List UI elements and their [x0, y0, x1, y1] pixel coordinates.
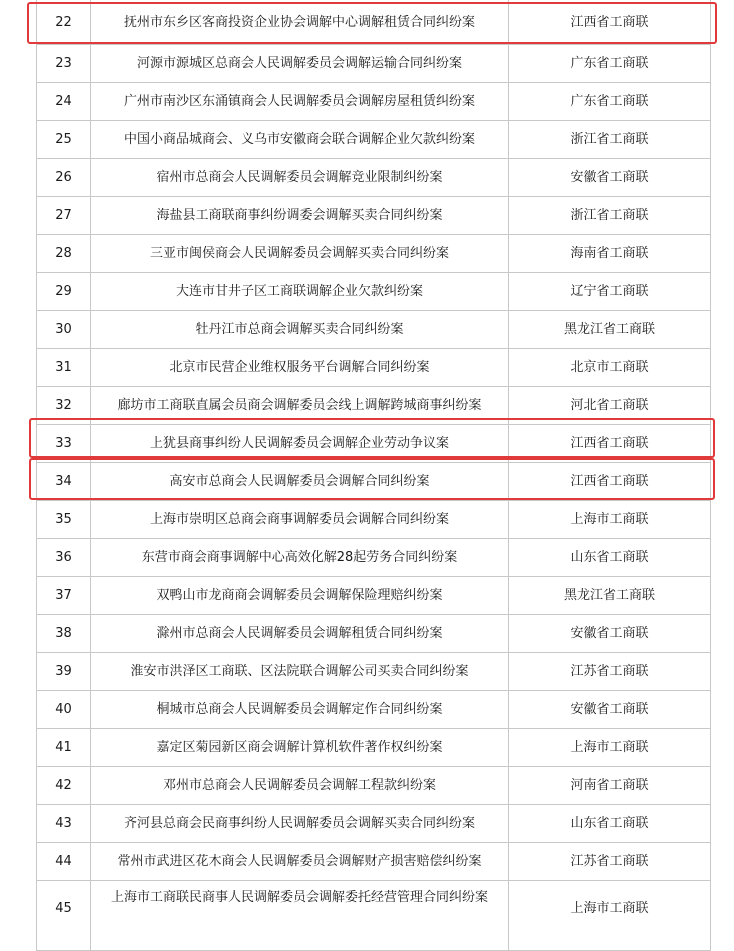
- row-number: 35: [37, 501, 91, 539]
- case-title: 牡丹江市总商会调解买卖合同纠纷案: [91, 311, 509, 349]
- case-title: 中国小商品城商会、义乌市安徽商会联合调解企业欠款纠纷案: [91, 121, 509, 159]
- table-row: [37, 197, 711, 235]
- case-title: 河源市源城区总商会人民调解委员会调解运输合同纠纷案: [91, 45, 509, 83]
- case-title: 邓州市总商会人民调解委员会调解工程款纠纷案: [91, 767, 509, 805]
- case-title: 双鸭山市龙商商会调解委员会调解保险理赔纠纷案: [91, 577, 509, 615]
- table-row: [37, 539, 711, 577]
- table-row: [37, 881, 711, 951]
- recommending-org: 安徽省工商联: [509, 159, 711, 197]
- recommending-org: 辽宁省工商联: [509, 273, 711, 311]
- recommending-org: 上海市工商联: [509, 881, 711, 951]
- recommending-org: 上海市工商联: [509, 501, 711, 539]
- row-number: 45: [37, 881, 91, 951]
- case-title: 上海市崇明区总商会商事调解委员会调解合同纠纷案: [91, 501, 509, 539]
- case-list-table: [36, 0, 711, 951]
- case-title: 海盐县工商联商事纠纷调委会调解买卖合同纠纷案: [91, 197, 509, 235]
- table-row: [37, 387, 711, 425]
- case-title: 齐河县总商会民商事纠纷人民调解委员会调解买卖合同纠纷案: [91, 805, 509, 843]
- row-number: 26: [37, 159, 91, 197]
- recommending-org: 江苏省工商联: [509, 843, 711, 881]
- case-title: 大连市甘井子区工商联调解企业欠款纠纷案: [91, 273, 509, 311]
- table-row: [37, 311, 711, 349]
- case-title: 滁州市总商会人民调解委员会调解租赁合同纠纷案: [91, 615, 509, 653]
- recommending-org: 上海市工商联: [509, 729, 711, 767]
- table-row: [37, 159, 711, 197]
- table-row: [37, 501, 711, 539]
- row-number: 39: [37, 653, 91, 691]
- case-title: 常州市武进区花木商会人民调解委员会调解财产损害赔偿纠纷案: [91, 843, 509, 881]
- recommending-org: 广东省工商联: [509, 83, 711, 121]
- row-number: 40: [37, 691, 91, 729]
- case-title: 广州市南沙区东涌镇商会人民调解委员会调解房屋租赁纠纷案: [91, 83, 509, 121]
- table-row: [37, 615, 711, 653]
- row-number: 25: [37, 121, 91, 159]
- row-number: 36: [37, 539, 91, 577]
- row-number: 30: [37, 311, 91, 349]
- recommending-org: 江苏省工商联: [509, 653, 711, 691]
- table-row: [37, 463, 711, 501]
- recommending-org: 河北省工商联: [509, 387, 711, 425]
- table-row: [37, 121, 711, 159]
- table-row: [37, 0, 711, 45]
- case-title: 北京市民营企业维权服务平台调解合同纠纷案: [91, 349, 509, 387]
- row-number: 33: [37, 425, 91, 463]
- case-title: 东营市商会商事调解中心高效化解28起劳务合同纠纷案: [91, 539, 509, 577]
- row-number: 43: [37, 805, 91, 843]
- table-row: [37, 805, 711, 843]
- row-number: 38: [37, 615, 91, 653]
- row-number: 24: [37, 83, 91, 121]
- recommending-org: 黑龙江省工商联: [509, 311, 711, 349]
- recommending-org: 江西省工商联: [509, 0, 711, 45]
- recommending-org: 海南省工商联: [509, 235, 711, 273]
- row-number: 22: [37, 0, 91, 45]
- recommending-org: 山东省工商联: [509, 539, 711, 577]
- table-row: [37, 349, 711, 387]
- table-row: [37, 425, 711, 463]
- table-row: [37, 767, 711, 805]
- case-title: 廊坊市工商联直属会员商会调解委员会线上调解跨城商事纠纷案: [91, 387, 509, 425]
- row-number: 31: [37, 349, 91, 387]
- table-row: [37, 653, 711, 691]
- recommending-org: 安徽省工商联: [509, 691, 711, 729]
- row-number: 32: [37, 387, 91, 425]
- recommending-org: 江西省工商联: [509, 463, 711, 501]
- table-row: [37, 843, 711, 881]
- row-number: 41: [37, 729, 91, 767]
- recommending-org: 江西省工商联: [509, 425, 711, 463]
- row-number: 29: [37, 273, 91, 311]
- row-number: 42: [37, 767, 91, 805]
- case-title: 上犹县商事纠纷人民调解委员会调解企业劳动争议案: [91, 425, 509, 463]
- table-row: [37, 45, 711, 83]
- table-row: [37, 273, 711, 311]
- case-title: 淮安市洪泽区工商联、区法院联合调解公司买卖合同纠纷案: [91, 653, 509, 691]
- table-row: [37, 691, 711, 729]
- row-number: 44: [37, 843, 91, 881]
- recommending-org: 河南省工商联: [509, 767, 711, 805]
- case-list-body: [37, 0, 711, 951]
- row-number: 34: [37, 463, 91, 501]
- recommending-org: 浙江省工商联: [509, 197, 711, 235]
- row-number: 23: [37, 45, 91, 83]
- case-title: 三亚市闽侯商会人民调解委员会调解买卖合同纠纷案: [91, 235, 509, 273]
- row-number: 28: [37, 235, 91, 273]
- table-row: [37, 83, 711, 121]
- recommending-org: 黑龙江省工商联: [509, 577, 711, 615]
- case-title: 抚州市东乡区客商投资企业协会调解中心调解租赁合同纠纷案: [91, 0, 509, 45]
- table-row: [37, 235, 711, 273]
- row-number: 27: [37, 197, 91, 235]
- row-number: 37: [37, 577, 91, 615]
- case-title: 高安市总商会人民调解委员会调解合同纠纷案: [91, 463, 509, 501]
- case-title: 宿州市总商会人民调解委员会调解竞业限制纠纷案: [91, 159, 509, 197]
- case-title: 桐城市总商会人民调解委员会调解定作合同纠纷案: [91, 691, 509, 729]
- recommending-org: 安徽省工商联: [509, 615, 711, 653]
- recommending-org: 广东省工商联: [509, 45, 711, 83]
- table-row: [37, 577, 711, 615]
- recommending-org: 浙江省工商联: [509, 121, 711, 159]
- case-title: 嘉定区菊园新区商会调解计算机软件著作权纠纷案: [91, 729, 509, 767]
- recommending-org: 山东省工商联: [509, 805, 711, 843]
- recommending-org: 北京市工商联: [509, 349, 711, 387]
- case-title: 上海市工商联民商事人民调解委员会调解委托经营管理合同纠纷案: [91, 881, 509, 951]
- case-list-table-wrapper: [36, 0, 710, 951]
- table-row: [37, 729, 711, 767]
